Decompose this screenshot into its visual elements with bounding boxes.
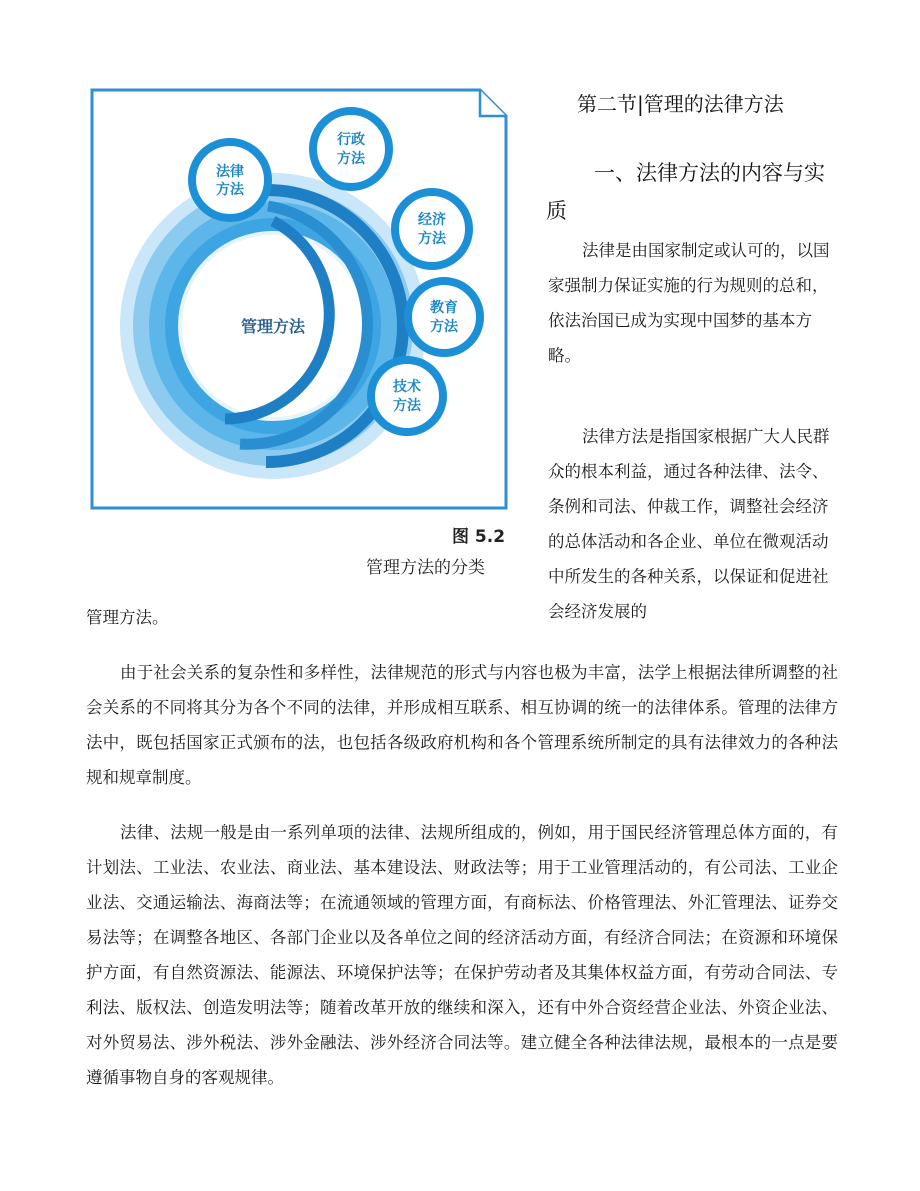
figure-5-2 bbox=[90, 88, 508, 510]
paragraph-2-tail: 管理方法。 bbox=[86, 608, 169, 627]
bubble-admin-line2: 方法 bbox=[337, 151, 365, 167]
figure-caption-text: 管理方法的分类 bbox=[366, 558, 485, 578]
paragraph-1: 法律是由国家制定或认可的，以国家强制力保证实施的行为规则的总和，依法治国已成为实现中国梦的基本方略。 bbox=[548, 241, 830, 365]
paragraph-2: 法律方法是指国家根据广大人民群众的根本利益，通过各种法律、法令、条例和司法、仲裁工作，调整社会经济的总体活动和各企业、单位在微观活动中所发生的各种关系，以保证和促进社会经济发展的 bbox=[548, 427, 830, 621]
bubble-economic-line2: 方法 bbox=[418, 231, 446, 247]
bubble-technical-line1: 技术 bbox=[393, 379, 421, 395]
bubble-education bbox=[408, 281, 480, 353]
bubble-law bbox=[192, 142, 268, 218]
figure-caption-number: 图 5.2 bbox=[452, 527, 506, 547]
bubble-economic-line1: 经济 bbox=[418, 212, 446, 228]
management-methods-diagram bbox=[90, 88, 508, 510]
paragraph-3: 由于社会关系的复杂性和多样性，法律规范的形式与内容也极为丰富，法学上根据法律所调整的社会关系的不同将其分为各个不同的法律，并形成相互联系、相互协调的统一的法律体系。管理的法律方法中，既包括国家正式颁布的法，也包括各级政府机构和各个管理系统所制定的具有法律效力的各种法规和规章制度。 bbox=[86, 663, 838, 787]
bubble-law-line2: 方法 bbox=[216, 182, 244, 198]
bubble-admin-line1: 行政 bbox=[337, 132, 365, 148]
bubble-admin bbox=[313, 111, 389, 187]
paragraph-4: 法律、法规一般是由一系列单项的法律、法规所组成的，例如，用于国民经济管理总体方面的，有计划法、工业法、农业法、商业法、基本建设法、财政法等；用于工业管理活动的，有公司法、工业企业法、交通运输法、海商法等；在流通领域的管理方面，有商标法、价格管理法、外汇管理法、证券交易法等；在调整各地区、各部门企业以及各单位之间的经济活动方面，有经济合同法；在资源和环境保护方面，有自然资源法、能源法、环境保护法等；在保护劳动者及其集体权益方面，有劳动合同法、专利法、版权法、创造发明法等；随着改革开放的继续和深入，还有中外合资经营企业法、外资企业法、对外贸易法、涉外税法、涉外金融法、涉外经济合同法等。建立健全各种法律法规，最根本的一点是要遵循事物自身的客观规律。 bbox=[86, 823, 838, 1087]
bubble-technical-line2: 方法 bbox=[393, 398, 421, 414]
subsection-title: 一、法律方法的内容与实质 bbox=[546, 161, 825, 223]
bubble-education-line2: 方法 bbox=[430, 319, 458, 335]
bubble-technical bbox=[371, 360, 443, 432]
bubble-economic bbox=[395, 192, 469, 266]
section-title: 第二节|管理的法律方法 bbox=[577, 92, 784, 116]
bubble-education-line1: 教育 bbox=[430, 300, 458, 316]
bubble-law-line1: 法律 bbox=[216, 164, 244, 180]
center-label: 管理方法 bbox=[240, 317, 306, 336]
